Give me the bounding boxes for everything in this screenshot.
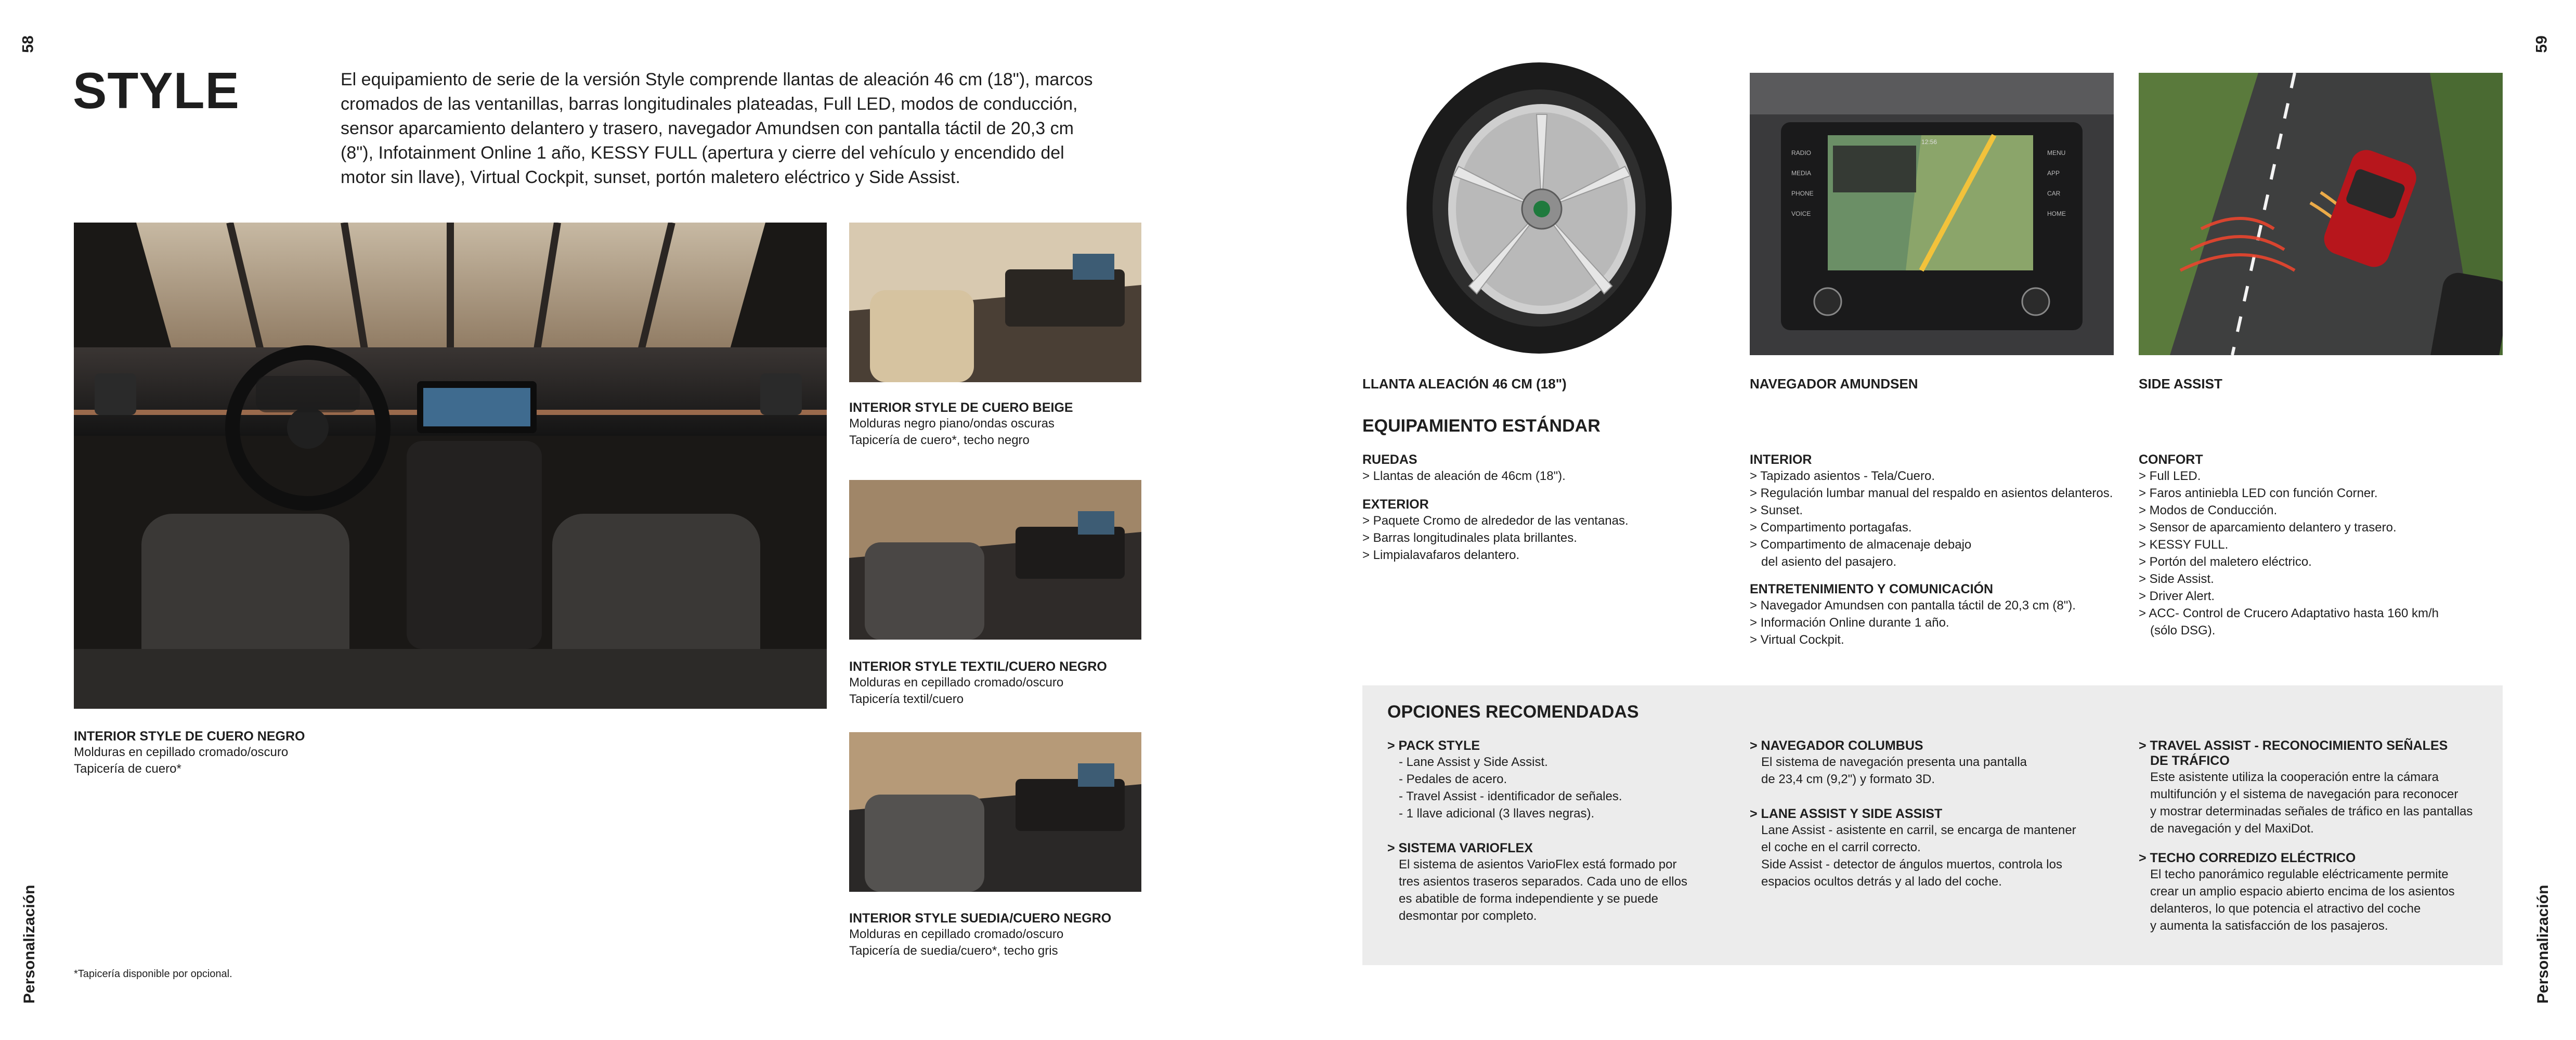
side-label-left: Personalización — [21, 885, 38, 1004]
intro-paragraph: El equipamiento de serie de la versión Style comprende llantas de aleación 46 cm (18"), marcos cromados de las ventanillas, barras longitudinales plateadas, Full LED, modos de conducción, sensor aparcamiento delantero y trasero, navegador Amundsen con pantalla táctil de 20,3 cm (8"), Infotainment Online 1 año, KESSY FULL (apertura y cierre del vehículo y encendido del motor sin llave), Virtual Cockpit, sunset, portón maletero eléctrico y Side Assist. — [341, 70, 1093, 187]
option-line: delanteros, lo que potencia el atractivo del coche — [2150, 902, 2421, 916]
feature-label-side-assist: SIDE ASSIST — [2139, 376, 2222, 392]
option-line: de 23,4 cm (9,2") y formato 3D. — [1761, 772, 1935, 786]
option-title: > PACK STYLE — [1387, 738, 1480, 753]
equipment-line: > Virtual Cockpit. — [1750, 633, 1844, 647]
caption-line: Tapicería de suedia/cuero*, techo gris — [849, 944, 1058, 958]
option-line: y mostrar determinadas señales de tráfico en las pantallas — [2150, 804, 2473, 818]
equipment-line: > Compartimento de almacenaje debajo — [1750, 538, 1972, 552]
interior-photo-suedia — [849, 732, 1141, 892]
caption-title: INTERIOR STYLE TEXTIL/CUERO NEGRO — [849, 659, 1107, 674]
option-line: espacios ocultos detrás y al lado del coche. — [1761, 875, 2002, 889]
option-line: El techo panorámico regulable eléctricamente permite — [2150, 867, 2449, 881]
option-line: es abatible de forma independiente y se puede — [1399, 892, 1659, 906]
caption-suedia — [849, 911, 1161, 959]
caption-line: Molduras en cepillado cromado/oscuro — [849, 927, 1064, 941]
option-line: de navegación y del MaxiDot. — [2150, 822, 2314, 836]
equipment-line: > Side Assist. — [2139, 572, 2214, 586]
equipment-line: > Portón del maletero eléctrico. — [2139, 555, 2312, 569]
equipment-line: > Sunset. — [1750, 503, 1803, 517]
nav-menu-item: APP — [2047, 170, 2060, 177]
equipment-line: > Modos de Conducción. — [2139, 503, 2278, 517]
feature-label-wheel: LLANTA ALEACIÓN 46 CM (18") — [1362, 376, 1567, 392]
option-line: - 1 llave adicional (3 llaves negras). — [1399, 807, 1595, 821]
caption-title: INTERIOR STYLE SUEDIA/CUERO NEGRO — [849, 911, 1112, 926]
options-col-3 — [2139, 738, 2497, 934]
caption-line: Tapicería de cuero*, techo negro — [849, 433, 1030, 447]
option-line: crear un amplio espacio abierto encima de los asientos — [2150, 885, 2455, 899]
nav-menu-item: VOICE — [1791, 210, 1811, 217]
equipment-line: > Limpialavafaros delantero. — [1362, 548, 1520, 562]
nav-menu-item: PHONE — [1791, 190, 1814, 197]
wheel-photo — [1362, 57, 1721, 359]
nav-menu-item: MEDIA — [1791, 170, 1812, 177]
equipment-line: > Barras longitudinales plata brillantes. — [1362, 531, 1577, 545]
equipment-line: > Regulación lumbar manual del respaldo en asientos delanteros. — [1750, 486, 2113, 500]
caption-line: Tapicería de cuero* — [74, 762, 181, 776]
option-line: - Lane Assist y Side Assist. — [1399, 755, 1548, 769]
option-title-continued: DE TRÁFICO — [2150, 753, 2230, 768]
caption-line: Molduras en cepillado cromado/oscuro — [74, 745, 289, 759]
equipment-line: > Sensor de aparcamiento delantero y trasero. — [2139, 521, 2397, 535]
equipment-line: > KESSY FULL. — [2139, 538, 2229, 552]
subheading-ruedas: RUEDAS — [1362, 452, 1417, 467]
nav-menu-left — [1791, 143, 1814, 224]
option-title: > TECHO CORREDIZO ELÉCTRICO — [2139, 851, 2356, 865]
equipment-col-3 — [2139, 446, 2513, 639]
feature-label-navigation: NAVEGADOR AMUNDSEN — [1750, 376, 1918, 392]
equipment-line: > Compartimento portagafas. — [1750, 521, 1912, 535]
option-line: Lane Assist - asistente en carril, se encarga de mantener — [1761, 823, 2076, 837]
equipment-col-2 — [1750, 446, 2124, 648]
equipment-line: > Full LED. — [2139, 469, 2201, 483]
equipment-line: > Llantas de aleación de 46cm (18"). — [1362, 469, 1566, 483]
option-title: > NAVEGADOR COLUMBUS — [1750, 738, 1923, 753]
nav-menu-item: MENU — [2047, 149, 2066, 157]
option-title: > LANE ASSIST Y SIDE ASSIST — [1750, 807, 1943, 821]
option-line: tres asientos traseros separados. Cada uno de ellos — [1399, 875, 1687, 889]
equipment-col-1 — [1362, 446, 1726, 564]
footnote: *Tapicería disponible por opcional. — [74, 968, 232, 980]
option-line: multifunción y el sistema de navegación para reconocer — [2150, 787, 2458, 801]
options-col-2 — [1750, 738, 2124, 890]
option-title: > SISTEMA VARIOFLEX — [1387, 841, 1533, 855]
equipment-line: > ACC- Control de Crucero Adaptativo hasta 160 km/h — [2139, 606, 2439, 620]
caption-textile — [849, 659, 1161, 708]
caption-beige — [849, 400, 1161, 449]
subheading-interior: INTERIOR — [1750, 452, 1812, 467]
caption-line: Molduras en cepillado cromado/oscuro — [849, 675, 1064, 690]
option-line: desmontar por completo. — [1399, 909, 1537, 923]
option-line: Side Assist - detector de ángulos muertos, controla los — [1761, 857, 2062, 872]
interior-photo-textile — [849, 480, 1141, 640]
equipment-line: > Driver Alert. — [2139, 589, 2215, 603]
interior-photo-beige — [849, 223, 1141, 382]
equipment-heading: EQUIPAMIENTO ESTÁNDAR — [1362, 416, 1601, 436]
equipment-line: > Información Online durante 1 año. — [1750, 616, 1949, 630]
subheading-entertainment: ENTRETENIMIENTO Y COMUNICACIÓN — [1750, 582, 1994, 596]
navigation-photo — [1750, 73, 2114, 355]
equipment-line: del asiento del pasajero. — [1761, 555, 1897, 569]
option-line: El sistema de asientos VarioFlex está formado por — [1399, 857, 1677, 872]
option-line: - Travel Assist - identificador de señales. — [1399, 789, 1622, 803]
nav-menu-right — [2047, 143, 2066, 224]
option-line: y aumenta la satisfacción de los pasajeros. — [2150, 919, 2388, 933]
nav-menu-item: CAR — [2047, 190, 2061, 197]
option-line: El sistema de navegación presenta una pantalla — [1761, 755, 2027, 769]
option-line: el coche en el carril correcto. — [1761, 840, 1921, 854]
option-line: - Pedales de acero. — [1399, 772, 1507, 786]
page-number-left: 58 — [19, 35, 37, 53]
nav-menu-item: RADIO — [1791, 149, 1812, 157]
nav-time: 12:56 — [1921, 138, 1937, 146]
caption-line: Molduras negro piano/ondas oscuras — [849, 417, 1055, 431]
side-label-right: Personalización — [2534, 885, 2552, 1004]
equipment-line: > Tapizado asientos - Tela/Cuero. — [1750, 469, 1935, 483]
option-title: > TRAVEL ASSIST - RECONOCIMIENTO SEÑALES — [2139, 738, 2448, 753]
equipment-line: > Paquete Cromo de alrededor de las ventanas. — [1362, 514, 1629, 528]
options-heading: OPCIONES RECOMENDADAS — [1387, 702, 1639, 722]
options-col-1 — [1387, 738, 1731, 925]
caption-title: INTERIOR STYLE DE CUERO NEGRO — [74, 729, 305, 744]
equipment-line: (sólo DSG). — [2150, 623, 2216, 638]
equipment-line: > Faros antiniebla LED con función Corner. — [2139, 486, 2378, 500]
side-assist-photo — [2139, 73, 2503, 355]
caption-line: Tapicería textil/cuero — [849, 692, 964, 706]
caption-title: INTERIOR STYLE DE CUERO BEIGE — [849, 400, 1073, 415]
subheading-confort: CONFORT — [2139, 452, 2203, 467]
equipment-line: > Navegador Amundsen con pantalla táctil de 20,3 cm (8"). — [1750, 599, 2076, 613]
subheading-exterior: EXTERIOR — [1362, 497, 1429, 512]
nav-menu-item: HOME — [2047, 210, 2066, 217]
page-number-right: 59 — [2533, 35, 2551, 53]
page-title: STYLE — [73, 62, 240, 119]
main-photo-caption — [74, 729, 542, 777]
main-interior-photo — [74, 223, 827, 709]
option-line: Este asistente utiliza la cooperación entre la cámara — [2150, 770, 2439, 784]
